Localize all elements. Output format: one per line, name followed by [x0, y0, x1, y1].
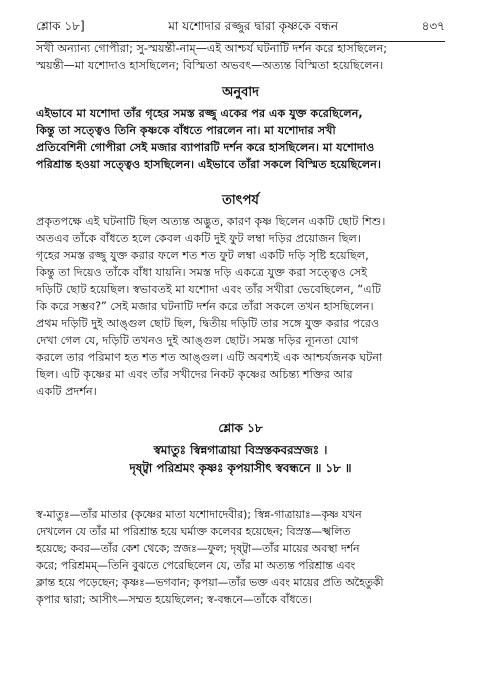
- purport-line: গৃহের সমস্ত রজ্জু যুক্ত করার ফলে শত শত ফুট লম্বা একটি দড়ি সৃষ্টি হয়েছিল,: [36, 249, 369, 262]
- purport-line: কি করে সম্ভব?” সেই মজার ঘটনাটি দর্শন করে তাঁরা সকলে তখন হাসছিলেন।: [36, 300, 374, 313]
- page-number: ৪৩৭: [421, 19, 445, 33]
- synonyms-section: [36, 506, 445, 608]
- purport-line: দড়িটি ছোট হয়েছিল। স্বভাবতই মা যশোদা এবং তাঁর সখীরা ভেবেছিলেন, “এটি: [36, 283, 381, 296]
- purport-section: [36, 186, 445, 400]
- header-chapter-title: মা যশোদার রজ্জুর দ্বারা কৃষ্ণকে বন্ধন: [168, 19, 339, 33]
- synonym-line: ক্লান্ত হয়ে পড়েছেন; কৃষ্ণঃ—ভগবান; কৃপয়া—তাঁর ভক্ত এবং মায়ের প্রতি অহৈতুকী: [36, 576, 384, 589]
- purport-line: প্রথম দড়িটি দুই আঙ্গুল ছোট ছিল, দ্বিতীয় দড়িটি তার সঙ্গে যুক্ত করার পরেও: [36, 317, 380, 330]
- header-verse-ref: শ্লোক ১৮]: [36, 19, 85, 33]
- translation-section: [36, 78, 445, 173]
- synonym-line: দেখলেন যে তাঁর মা পরিশ্রান্ত হয়ে ঘর্মাক্ত কলেবর হয়েছেন; বিস্রস্ত—স্খলিত: [36, 525, 351, 538]
- synonym-line: কৃপার দ্বারা; আসীৎ—সম্মত হয়েছিলেন; স্ব-বন্ধনে—তাঁকে বাঁধতে।: [36, 593, 312, 606]
- verse-heading: শ্লোক ১৮: [218, 421, 263, 435]
- purport-line: করলে তার পরিমাণ হত শত শত আঙ্গুল। এটি অবশ্যই এক আশ্চর্যজনক ঘটনা: [36, 351, 383, 364]
- text-line: সখী অন্যান্য গোপীরা; সু-স্ময়ন্তী-নাম্—এই আশ্চর্য ঘটনাটি দর্শন করে হাসছিলেন;: [36, 42, 388, 55]
- running-header: [36, 18, 445, 42]
- purport-line: কিন্তু তা দিয়েও তাঁকে বাঁধা যায়নি। সমস্ত দড়ি একত্রে যুক্ত করা সত্ত্বেও সেই: [36, 266, 368, 279]
- verse-line-2: দৃষ্ট্বা পরিশ্রমং কৃষ্ণঃ কৃপয়াসীৎ স্ববন্ধনে ॥ ১৮ ॥: [129, 461, 352, 475]
- translation-line: পরিশ্রান্ত হওয়া সত্ত্বেও হাসছিলেন। এইভাবে তাঁরা সকলে বিস্মিত হয়েছিলেন।: [36, 158, 381, 171]
- synonyms-continued: [36, 40, 445, 74]
- translation-heading: অনুবাদ: [222, 85, 259, 100]
- synonym-line: স্ব-মাতুঃ—তাঁর মাতার (কৃষ্ণের মাতা যশোদাদেবীর); স্বিন্ন-গাত্রায়াঃ—কৃষ্ণ যখন: [36, 508, 362, 521]
- purport-line: প্রকৃতপক্ষে এই ঘটনাটি ছিল অত্যন্ত অদ্ভুত, কারণ কৃষ্ণ ছিলেন একটি ছোট শিশু।: [36, 215, 386, 228]
- verse-section: [36, 418, 445, 477]
- purport-line: একটি প্রদর্শন।: [36, 385, 97, 398]
- purport-line: ছিল। এটি কৃষ্ণের মা এবং তাঁর সখীদের নিকট কৃষ্ণের অচিন্ত্য শক্তির আর: [36, 368, 353, 381]
- purport-line: দেখা গেল যে, দড়িটি তখনও দুই আঙ্গুল ছোট। সমস্ত দড়ির ন্যূনতা যোগ: [36, 334, 359, 347]
- synonym-line: হয়েছে; কবর—তাঁর কেশ থেকে; স্রজঃ—ফুল; দৃষ্ট্বা—তাঁর মায়ের অবস্থা দর্শন: [36, 542, 360, 555]
- verse-line-1: স্বমাতুঃ স্বিন্নগাত্রায়া বিস্রস্তকবরস্রজঃ ।: [153, 443, 328, 457]
- synonym-line: করে; পরিশ্রমম্—তিনি বুঝতে পেরেছিলেন যে, তাঁর মা অত্যন্ত পরিশ্রান্ত এবং: [36, 559, 356, 572]
- text-line: স্ময়ন্তী—মা যশোদাও হাসছিলেন; বিস্মিতা অভবৎ—অত্যন্ত বিস্মিতা হয়েছিলেন।: [36, 59, 384, 72]
- translation-line: কিন্তু তা সত্ত্বেও তিনি কৃষ্ণকে বাঁধতে পারলেন না। মা যশোদার সখী: [36, 124, 336, 137]
- purport-line: অতএব তাঁকে বাঁধতে হলে কেবল একটি দুই ফুট লম্বা দড়ির প্রয়োজন ছিল।: [36, 232, 361, 245]
- purport-heading: তাৎপর্য: [222, 193, 259, 208]
- translation-line: প্রতিবেশিনী গোপীরা সেই মজার ব্যাপারটি দর্শন করে হাসছিলেন। মা যশোদাও: [36, 141, 375, 154]
- translation-line: এইভাবে মা যশোদা তাঁর গৃহের সমস্ত রজ্জু একের পর এক যুক্ত করেছিলেন,: [36, 107, 363, 120]
